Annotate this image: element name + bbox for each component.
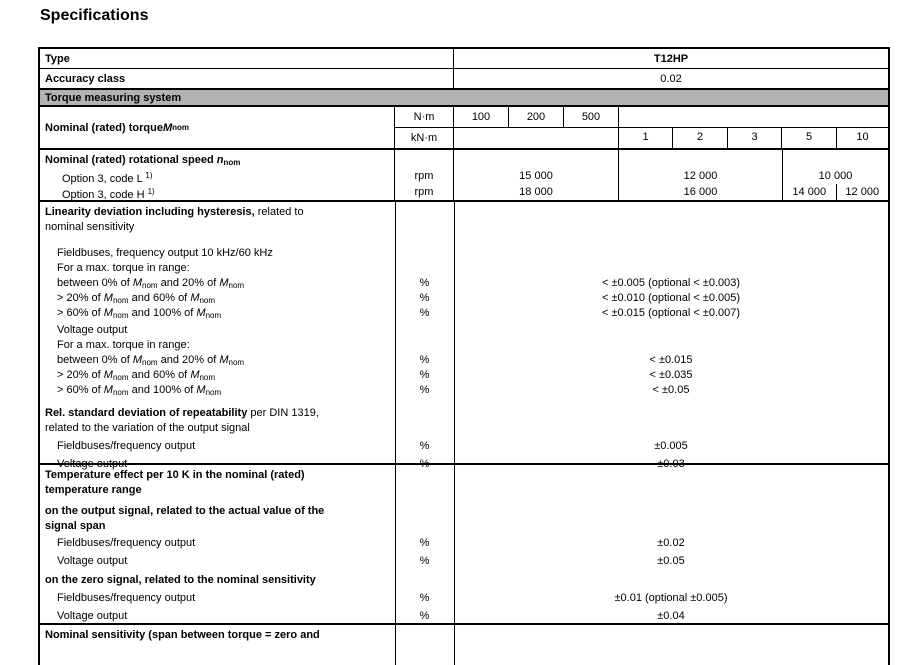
output-type-label: Fieldbuses/frequency output	[57, 537, 196, 549]
range-label: > 60% of Mnom and 100% of Mnom	[57, 384, 222, 397]
temperature-title-line2: temperature range	[45, 484, 142, 496]
speed-col-high-torque	[783, 150, 888, 200]
rotational-speed-unit-cell	[395, 150, 454, 200]
output-type-label: Fieldbuses/frequency output	[57, 440, 196, 452]
accuracy-class-label: Accuracy class	[40, 69, 454, 88]
torque-value-cell: 3	[728, 128, 782, 148]
unit-cell: %	[419, 277, 430, 289]
unit-knm: kN·m	[395, 128, 454, 148]
type-label: Type	[40, 49, 454, 68]
row-nominal-sensitivity-partial	[40, 625, 888, 665]
column-divider	[454, 465, 455, 623]
unit-spacer	[395, 152, 453, 168]
column-divider	[395, 625, 396, 665]
row-type	[40, 49, 888, 69]
value-cell: ±0.01 (optional ±0.005)	[614, 592, 728, 604]
unit-rpm: rpm	[414, 186, 434, 198]
section-header-torque-measuring-system	[40, 88, 888, 107]
speed-spacer	[783, 152, 888, 168]
value-cell: ±0.04	[657, 610, 685, 622]
torque-value-cell: 200	[509, 107, 564, 127]
speed-col-mid-torque	[619, 150, 783, 200]
row-accuracy-class	[40, 69, 888, 88]
nominal-torque-values	[395, 107, 888, 148]
value-cell: < ±0.035	[649, 369, 693, 381]
spec-line	[40, 383, 888, 398]
speed-col-low-torque	[454, 150, 619, 200]
torque-value-cell: 100	[454, 107, 509, 127]
spacer	[40, 398, 888, 406]
value-cell: < ±0.010 (optional < ±0.005)	[601, 292, 741, 304]
repeatability-title-line2: related to the variation of the output signal	[45, 422, 250, 434]
unit-cell: %	[419, 369, 430, 381]
speed-value: 15 000	[519, 170, 553, 182]
spec-line	[40, 554, 888, 569]
value-cell: < ±0.005 (optional < ±0.003)	[601, 277, 741, 289]
repeatability-title-line1: Rel. standard deviation of repeatability per DIN 1319,	[45, 407, 319, 419]
option-h-label: Option 3, code H $^{1)}$	[62, 187, 155, 201]
speed-spacer	[454, 152, 618, 168]
range-label: between 0% of Mnom and 20% of Mnom	[57, 277, 245, 290]
unit-cell: %	[419, 555, 430, 567]
temperature-content	[40, 465, 888, 623]
torque-value-cell: 2	[673, 128, 728, 148]
speed-value: 12 000	[836, 184, 889, 200]
torque-knm-subrow	[395, 128, 888, 148]
page-title: Specifications	[40, 7, 149, 24]
spec-line	[40, 536, 888, 551]
speed-value: 10 000	[818, 170, 853, 182]
range-heading: For a max. torque in range:	[57, 262, 190, 274]
range-label: > 20% of Mnom and 60% of Mnom	[57, 369, 216, 382]
column-divider	[395, 465, 396, 623]
value-cell: < ±0.05	[652, 384, 690, 396]
temperature-title-line1: Temperature effect per 10 K in the nominal (rated)	[45, 469, 305, 481]
value-cell: ±0.05	[657, 555, 685, 567]
unit-rpm: rpm	[414, 170, 434, 182]
value-cell: ±0.005	[654, 440, 688, 452]
voltage-heading: Voltage output	[57, 324, 128, 336]
unit-cell: %	[419, 440, 430, 452]
option-l-label: Option 3, code L $^{1)}$	[62, 171, 153, 185]
spec-line	[40, 368, 888, 383]
torque-value-cell: 10	[856, 131, 869, 143]
output-type-label: Voltage output	[57, 555, 128, 567]
output-type-label: Fieldbuses/frequency output	[57, 592, 196, 604]
spec-line	[40, 609, 888, 624]
spec-line	[40, 306, 888, 321]
nominal-sensitivity-label: Nominal sensitivity (span between torque = zero and	[45, 629, 320, 641]
speed-spacer	[619, 152, 782, 168]
linearity-title-line1: Linearity deviation including hysteresis, related to	[45, 206, 304, 218]
output-signal-title-line2: signal span	[45, 520, 106, 532]
linearity-title-line2: nominal sensitivity	[45, 221, 135, 233]
spec-line	[40, 276, 888, 291]
torque-empty-cell	[619, 107, 888, 127]
range-heading: For a max. torque in range:	[57, 339, 190, 351]
rotational-speed-title: Nominal (rated) rotational speed nnom	[45, 154, 241, 167]
zero-signal-title: on the zero signal, related to the nominal sensitivity	[45, 574, 316, 586]
output-signal-title-line1: on the output signal, related to the actual value of the	[45, 505, 325, 517]
unit-nm: N·m	[395, 107, 454, 127]
torque-value-cell: 1	[619, 128, 673, 148]
speed-value: 18 000	[519, 186, 553, 198]
row-nominal-torque	[40, 107, 888, 150]
section-header-label: Torque measuring system	[45, 91, 182, 104]
value-cell: ±0.03	[657, 458, 685, 470]
speed-value: 12 000	[683, 170, 718, 182]
torque-value-cell: 5	[782, 128, 837, 148]
unit-cell: %	[419, 458, 430, 470]
rotational-speed-label-cell	[40, 150, 395, 200]
value-cell: ±0.02	[657, 537, 685, 549]
unit-cell: %	[419, 537, 430, 549]
value-cell: < ±0.015	[649, 354, 693, 366]
spec-line	[40, 353, 888, 368]
range-label: > 20% of Mnom and 60% of Mnom	[57, 292, 216, 305]
unit-cell: %	[419, 384, 430, 396]
spacer	[40, 235, 888, 246]
torque-nm-subrow	[395, 107, 888, 128]
range-label: > 60% of Mnom and 100% of Mnom	[57, 307, 222, 320]
fieldbus-heading: Fieldbuses, frequency output 10 kHz/60 kHz	[57, 247, 273, 259]
speed-split-cell	[783, 184, 888, 200]
specifications-table	[38, 47, 890, 665]
speed-value: 14 000	[792, 186, 827, 198]
spec-line	[40, 439, 888, 454]
nominal-torque-label: Nominal (rated) torque M nom	[40, 107, 395, 148]
output-type-label: Voltage output	[57, 610, 128, 622]
accuracy-class-value: 0.02	[660, 72, 682, 85]
range-label: between 0% of Mnom and 20% of Mnom	[57, 354, 245, 367]
unit-cell: %	[419, 610, 430, 622]
spec-line	[40, 591, 888, 606]
unit-cell: %	[419, 592, 430, 604]
value-cell: < ±0.015 (optional < ±0.007)	[601, 307, 741, 319]
output-type-label: Voltage output	[57, 458, 128, 470]
unit-cell: %	[419, 307, 430, 319]
linearity-content	[40, 202, 888, 470]
column-divider	[454, 625, 455, 665]
unit-cell: %	[419, 354, 430, 366]
unit-cell: %	[419, 292, 430, 304]
column-divider	[395, 202, 396, 463]
speed-value: 16 000	[683, 186, 718, 198]
row-linearity-block	[40, 202, 888, 470]
torque-value-cell: 500	[564, 107, 619, 127]
partial-content	[40, 625, 888, 665]
row-temperature-block	[40, 465, 888, 625]
spec-line	[40, 291, 888, 306]
column-divider	[454, 202, 455, 463]
type-value: T12HP	[653, 52, 689, 65]
torque-empty-cell	[454, 128, 619, 148]
row-rotational-speed	[40, 150, 888, 202]
